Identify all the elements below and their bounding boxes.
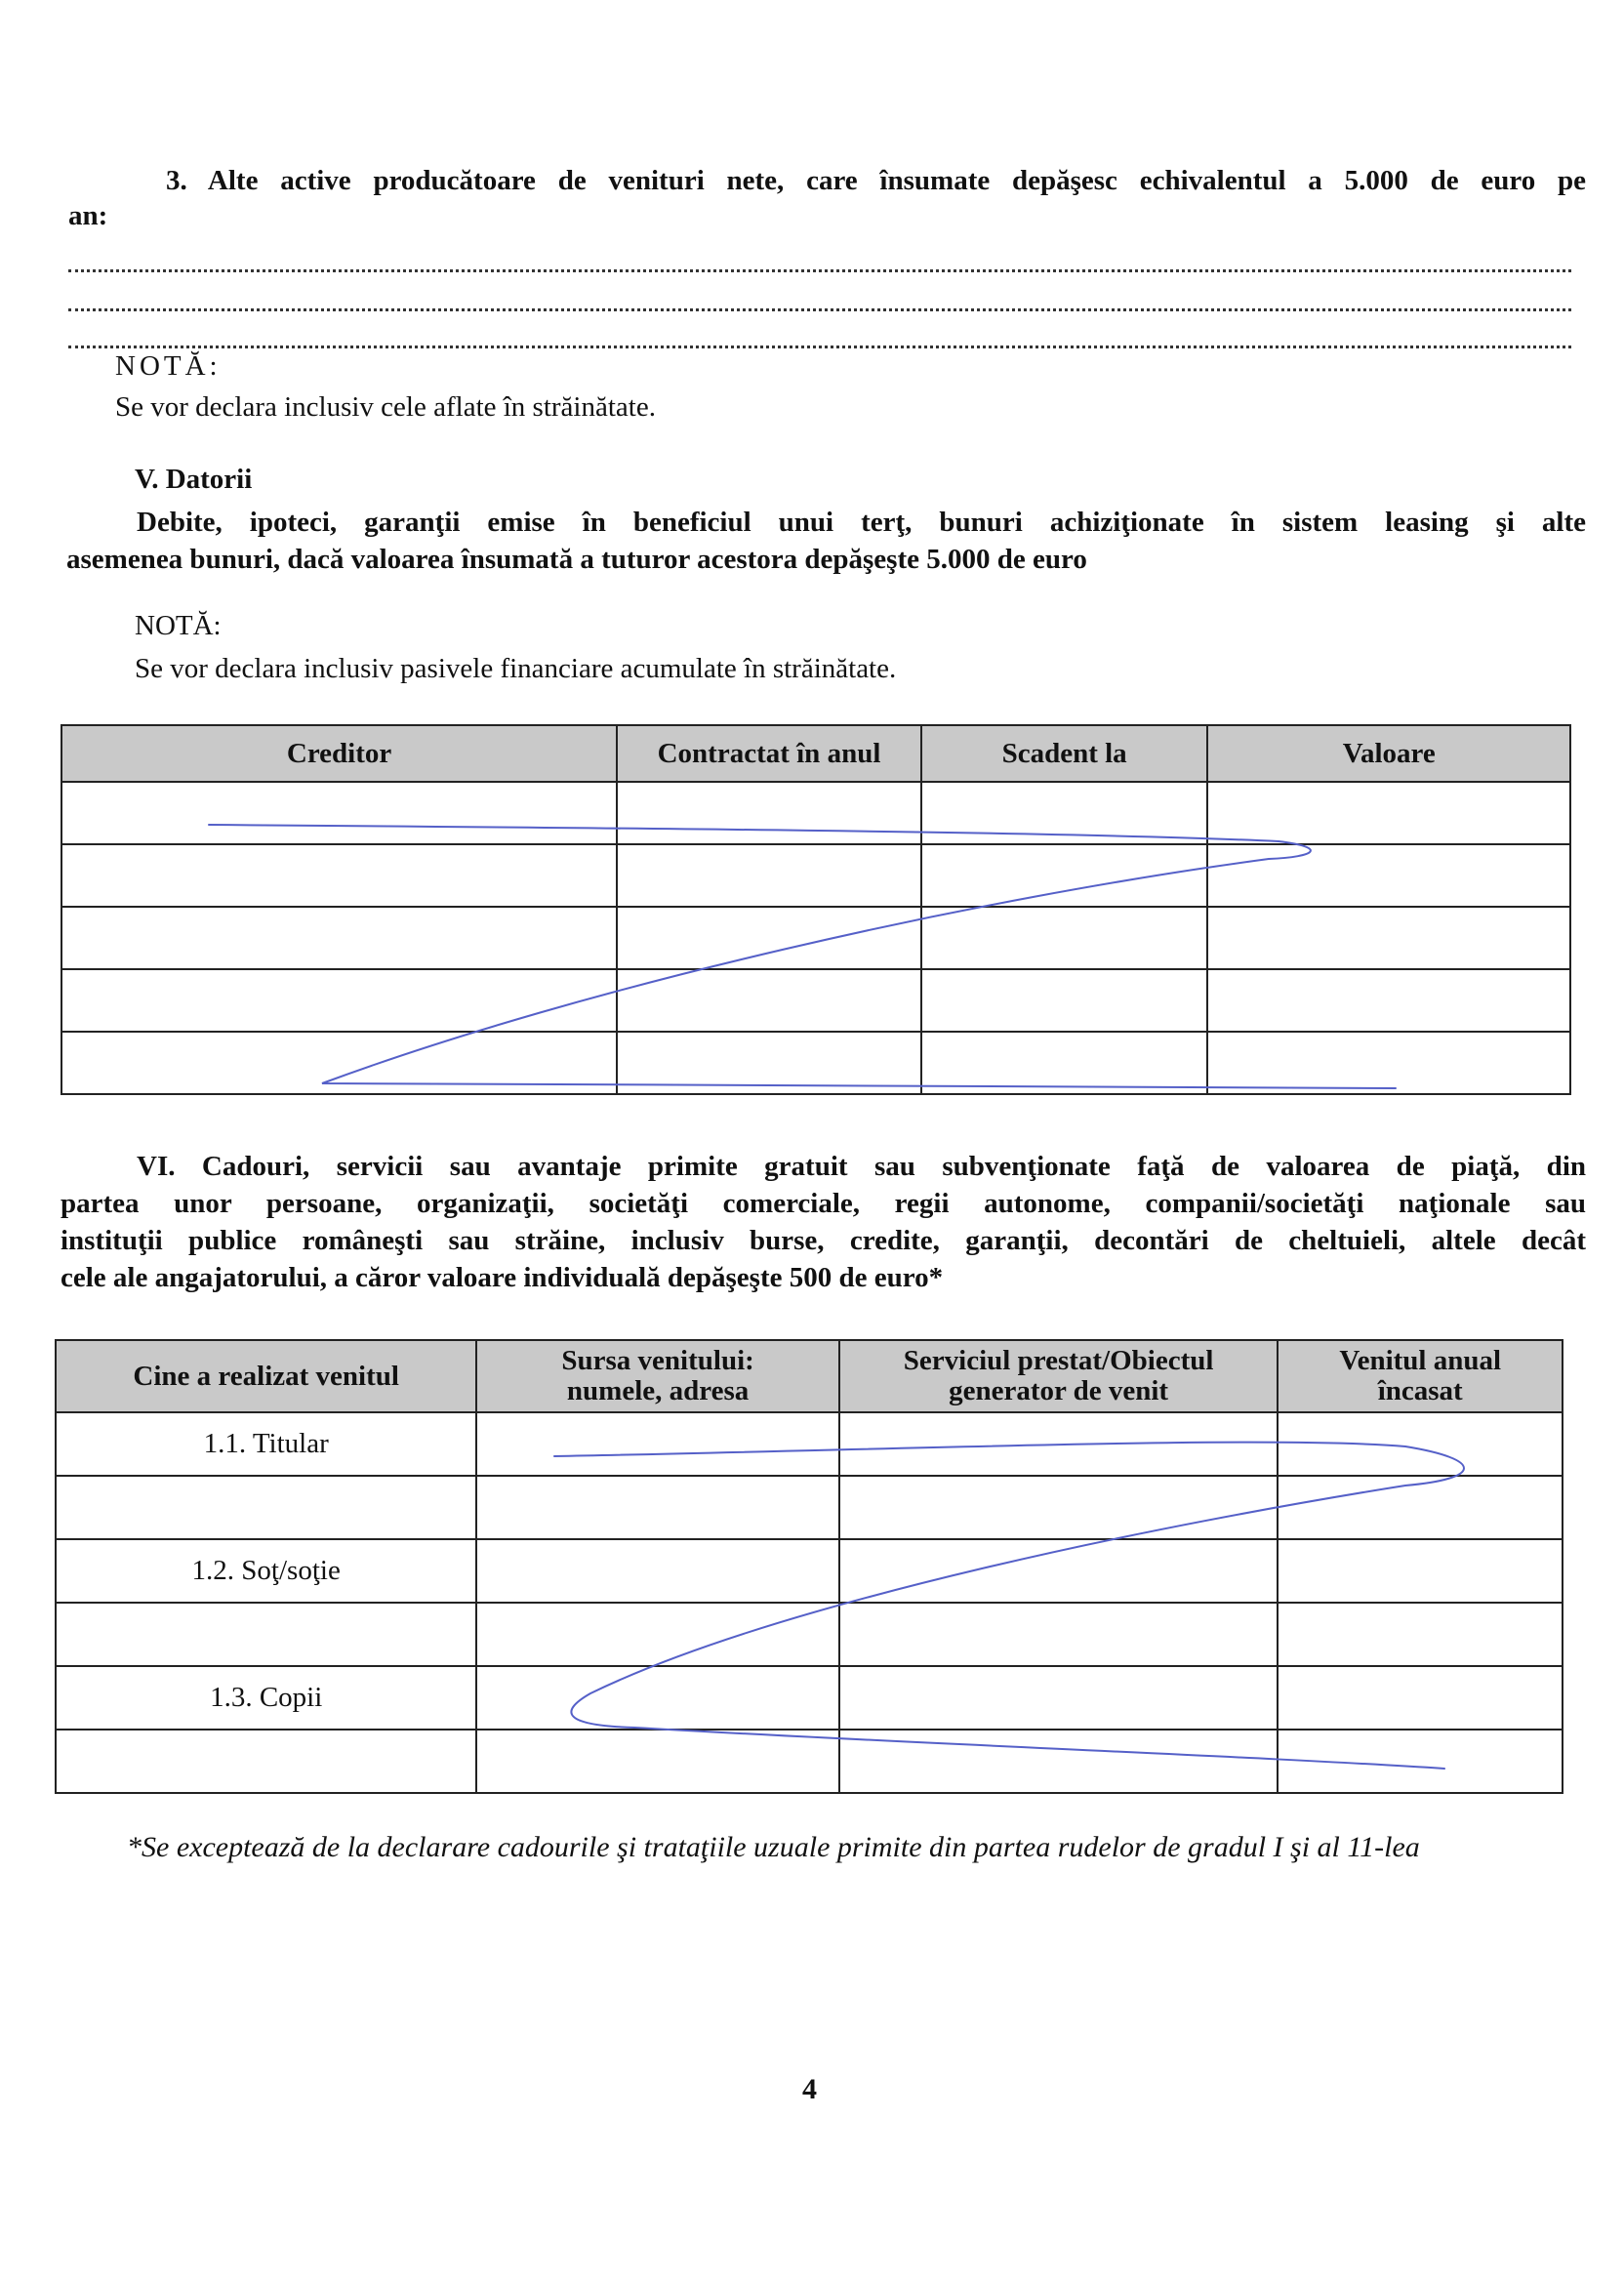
section6-line2: partea unor persoane, organizaţii, societăţi comerciale, regii autonome, companii/societăţi naţionale sau	[61, 1188, 1586, 1219]
section5-nota-label: NOTĂ:	[135, 610, 222, 641]
table-row	[56, 1730, 1563, 1793]
section6-line3: instituţii publice româneşti sau străine, inclusiv burse, credite, garanţii, decontări de cheltuieli, altele decât	[61, 1225, 1586, 1256]
header-serviciul-line1: Serviciul prestat/Obiectul	[903, 1345, 1214, 1376]
header-serviciul-prestat	[839, 1340, 1279, 1412]
row-label-copii: 1.3. Copii	[56, 1666, 476, 1730]
cadouri-table	[55, 1339, 1563, 1794]
header-venitul-anual	[1278, 1340, 1563, 1412]
header-venitul-line1: Venitul anual	[1339, 1345, 1502, 1376]
table-row	[61, 907, 1570, 969]
page-number: 4	[802, 2073, 817, 2105]
datorii-table	[61, 724, 1571, 1095]
section6-line1: VI. Cadouri, servicii sau avantaje primite gratuit sau subvenţionate faţă de valoarea de piaţă, din	[137, 1151, 1586, 1182]
dotted-line-2	[68, 308, 1571, 311]
table-row	[56, 1666, 1563, 1730]
section5-nota-text: Se vor declara inclusiv pasivele financiare acumulate în străinătate.	[135, 653, 897, 684]
dotted-line-3	[68, 346, 1571, 348]
table-row	[56, 1412, 1563, 1476]
header-contractat: Contractat în anul	[617, 725, 921, 782]
header-sursa-venitului	[476, 1340, 839, 1412]
table-row	[56, 1476, 1563, 1539]
table-row	[61, 782, 1570, 844]
section3-nota-text: Se vor declara inclusiv cele aflate în străinătate.	[115, 391, 656, 423]
section6-line4: cele ale angajatorului, a căror valoare individuală depăşeşte 500 de euro*	[61, 1262, 944, 1293]
header-venitul-line2: încasat	[1377, 1375, 1463, 1406]
table-row	[61, 969, 1570, 1032]
header-valoare: Valoare	[1207, 725, 1570, 782]
section5-title: V. Datorii	[135, 464, 253, 495]
section5-desc-line1: Debite, ipoteci, garanţii emise în beneficiul unui terţ, bunuri achiziţionate în sistem leasing şi alte	[137, 507, 1586, 538]
header-scadent: Scadent la	[921, 725, 1208, 782]
table-row	[56, 1603, 1563, 1666]
section3-heading: 3. Alte active producătoare de venituri nete, care însumate depăşesc echivalentul a 5.000 de euro pe	[166, 165, 1586, 196]
header-cine-a-realizat: Cine a realizat venitul	[56, 1340, 476, 1412]
header-serviciul-line2: generator de venit	[949, 1375, 1169, 1406]
section3-nota-label: NOTĂ:	[115, 350, 222, 382]
header-sursa-line1: Sursa venitului:	[561, 1345, 754, 1376]
section5-desc-line2: asemenea bunuri, dacă valoarea însumată a tuturor acestora depăşeşte 5.000 de euro	[66, 544, 1087, 575]
section3-heading-cont: an:	[68, 200, 108, 231]
dotted-line-1	[68, 269, 1571, 272]
header-creditor: Creditor	[61, 725, 617, 782]
row-label-sot: 1.2. Soţ/soţie	[56, 1539, 476, 1603]
table-row	[61, 844, 1570, 907]
table-row	[61, 1032, 1570, 1094]
row-label-titular: 1.1. Titular	[56, 1412, 476, 1476]
table-row	[56, 1539, 1563, 1603]
footnote: *Se exceptează de la declarare cadourile şi trataţiile uzuale primite din partea rudelor de gradul I şi al 11-lea	[127, 1831, 1420, 1863]
header-sursa-line2: numele, adresa	[566, 1375, 750, 1406]
